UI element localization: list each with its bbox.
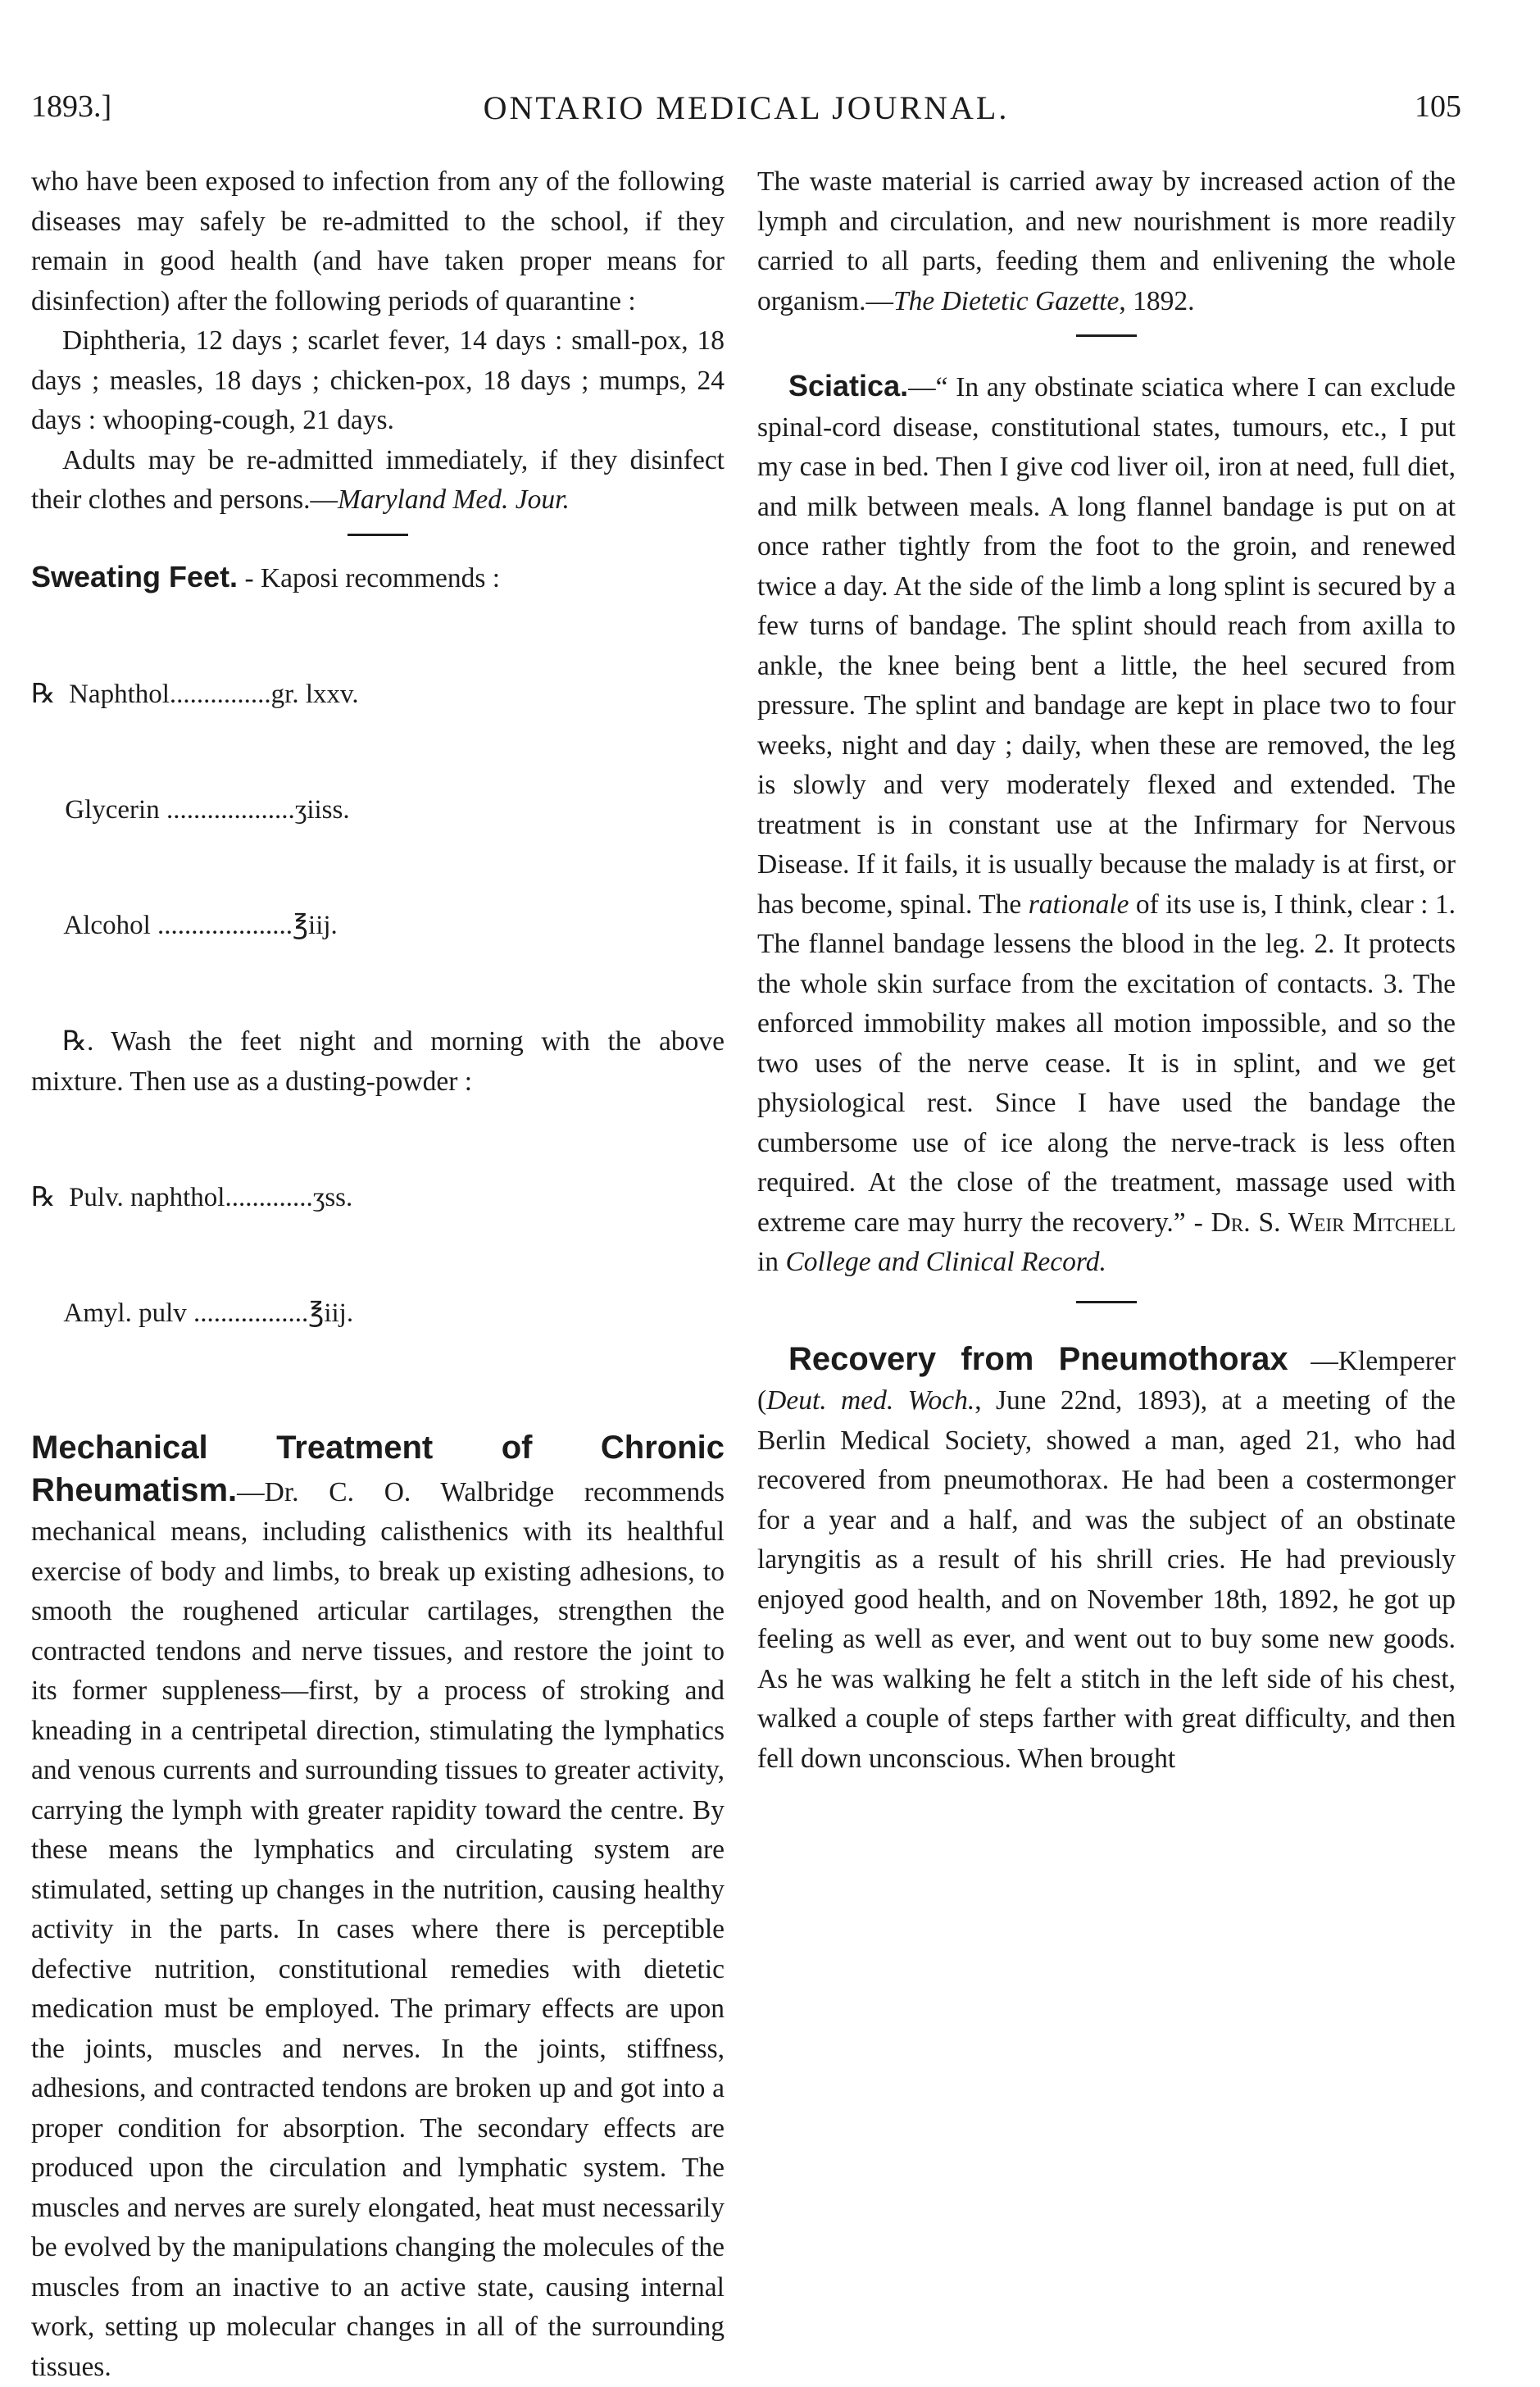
- mechanical-treatment-text: —Dr. C. O. Walbridge recommends mechanical means, including calisthenics with its healthful exercise of body and limbs, to break up existing adhesions, to smooth the roughened articular cartilages, strengthen the contracted tendons and nerve tissues, and restore the joint to its former suppleness—first, by a process of stroking and kneading in a centripetal direction, stimulating the lymphatics and venous currents and surrounding tissues to greater activity, carrying the lymph with greater rapidity toward the centre. By these means the lymphatics and circulating system are stimulated, setting up changes in the nutrition, causing healthy activity in the parts. In cases where there is perceptible defective nutrition, constitutional remedies with dietetic medication must be employed. The primary effects are upon the joints, muscles and nerves. In the joints, stiffness, adhesions, and contracted tendons are broken up and got into a proper condition for absorption. The secondary effects are produced upon the circulation and lymphatic system. The muscles and nerves are surely elongated, heat must necessarily be evolved by the manipulations changing the molecules of the muscles from an inactive to an active state, causing internal work, setting up molecular changes in all of the surrounding tissues.: [31, 1476, 725, 2382]
- pneumothorax-paragraph: [757, 1339, 1456, 1780]
- quarantine-periods: Diphtheria, 12 days ; scarlet fever, 14 days : small-pox, 18 days ; measles, 18 days ; chicken-pox, 18 days ; mumps, 24 days : whooping-cough, 21 days.: [31, 325, 725, 435]
- waste-material-text: The waste material is carried away by increased action of the lymph and circulation, and new nourishment is more readily carried to all parts, feeding them and enlivening the whole organism.—: [757, 166, 1456, 316]
- prescription-line: Glycerin ...................ʒiiss.: [31, 795, 350, 825]
- mechanical-treatment-title: Mechanical Treatment of Chronic Rheumatism.: [31, 1430, 725, 1508]
- header-year: 1893.]: [31, 89, 112, 124]
- sciatica-rationale: rationale: [1028, 889, 1129, 920]
- prescription-2: [31, 1102, 725, 1410]
- prescription-1: [31, 598, 725, 1022]
- pneumothorax-text: —Klemperer (: [757, 1345, 1456, 1416]
- waste-material-year: , 1892.: [1119, 285, 1195, 316]
- sweating-feet-intro: - Kaposi recommends :: [238, 562, 501, 593]
- pneumothorax-title: Recovery from Pneumothorax: [788, 1340, 1288, 1377]
- prescription-line: Amyl. pulv .................℥iij.: [31, 1298, 354, 1328]
- waste-material-source: The Dietetic Gazette: [893, 285, 1120, 316]
- sciatica-text: —“ In any obstinate sciatica where I can exclude spinal-cord disease, constitutional states, tumours, etc., I put my case in bed. Then I give cod liver oil, iron at need, full diet, and milk between meals. A long flannel bandage is put on at once rather tightly from the foot to the groin, and renewed twice a day. At the side of the limb a long splint is secured by a few turns of bandage. The splint should reach from axilla to ankle, the knee being bent a little, the heel secured from pressure. The splint and bandage are kept in place two to four weeks, night and day ; daily, when these are removed, the leg is slowly and very moderately flexed and extended. The treatment is in constant use at the Infirmary for Nervous Disease. If it fails, it is usually because the malady is at first, or has become, spinal. The: [757, 372, 1456, 920]
- adults-paragraph: [31, 441, 725, 521]
- quarantine-paragraph: who have been exposed to infection from any of the following diseases may safely be re-admitted to the school, if they remain in good health (and have taken proper means for disinfection) after the following periods of quarantine :: [31, 166, 725, 316]
- sweating-feet-heading: [31, 557, 725, 599]
- sweating-instructions: ℞. Wash the feet night and morning with the above mixture. Then use as a dusting-powder :: [31, 1026, 725, 1097]
- left-column: [31, 162, 725, 2387]
- prescription-line: Alcohol ....................℥iij.: [31, 911, 338, 940]
- header-page-number: 105: [1415, 89, 1461, 124]
- adults-text: Adults may be re-admitted immediately, if they disinfect their clothes and persons.—: [31, 444, 725, 515]
- section-divider: [348, 534, 408, 536]
- sciatica-title: Sciatica.: [788, 369, 909, 402]
- pneumothorax-source: Deut. med. Woch.: [766, 1385, 975, 1416]
- prescription-line: ℞ Naphthol...............gr. lxxv.: [31, 680, 359, 709]
- sciatica-author: Dr. S. Weir Mitchell: [1211, 1207, 1456, 1238]
- prescription-line: ℞ Pulv. naphthol.............ʒss.: [31, 1183, 353, 1212]
- sciatica-source: College and Clinical Record.: [785, 1247, 1106, 1277]
- running-header: [31, 89, 1461, 138]
- section-divider: [1076, 334, 1137, 337]
- sciatica-paragraph: [757, 366, 1456, 1283]
- sciatica-text-continued: of its use is, I think, clear : 1. The flannel bandage lessens the blood in the leg. 2. It protects the whole skin surface from the excitation of contacts. 3. The enforced immobility makes all motion impossible, and so the two uses of the nerve cease. It is in splint, and we get physiological rest. Since I have used the bandage the cumbersome use of ice along the nerve-track is less often required. At the close of the treatment, massage used with extreme care may hurry the recovery.” -: [757, 889, 1456, 1238]
- mechanical-treatment-paragraph: [31, 1428, 725, 2387]
- pneumothorax-text-continued: , June 22nd, 1893), at a meeting of the Berlin Medical Society, showed a man, aged 21, who had recovered from pneumothorax. He had been a costermonger for a year and a half, and was the subject of an obstinate laryngitis as a result of his shrill cries. He had previously enjoyed good health, and on November 18th, 1892, he got up feeling as well as ever, and went out to buy some new goods. As he was walking he felt a stitch in the left side of his chest, walked a couple of steps farther with great difficulty, and then fell down unconscious. When brought: [757, 1385, 1456, 1774]
- adults-source: Maryland Med. Jour.: [338, 484, 570, 515]
- waste-material-paragraph: [757, 162, 1456, 321]
- header-journal-title: ONTARIO MEDICAL JOURNAL.: [483, 89, 1010, 126]
- section-divider: [1076, 1301, 1137, 1303]
- sciatica-in: in: [757, 1247, 786, 1277]
- right-column: [757, 162, 1456, 1779]
- sweating-feet-title: Sweating Feet.: [31, 559, 238, 593]
